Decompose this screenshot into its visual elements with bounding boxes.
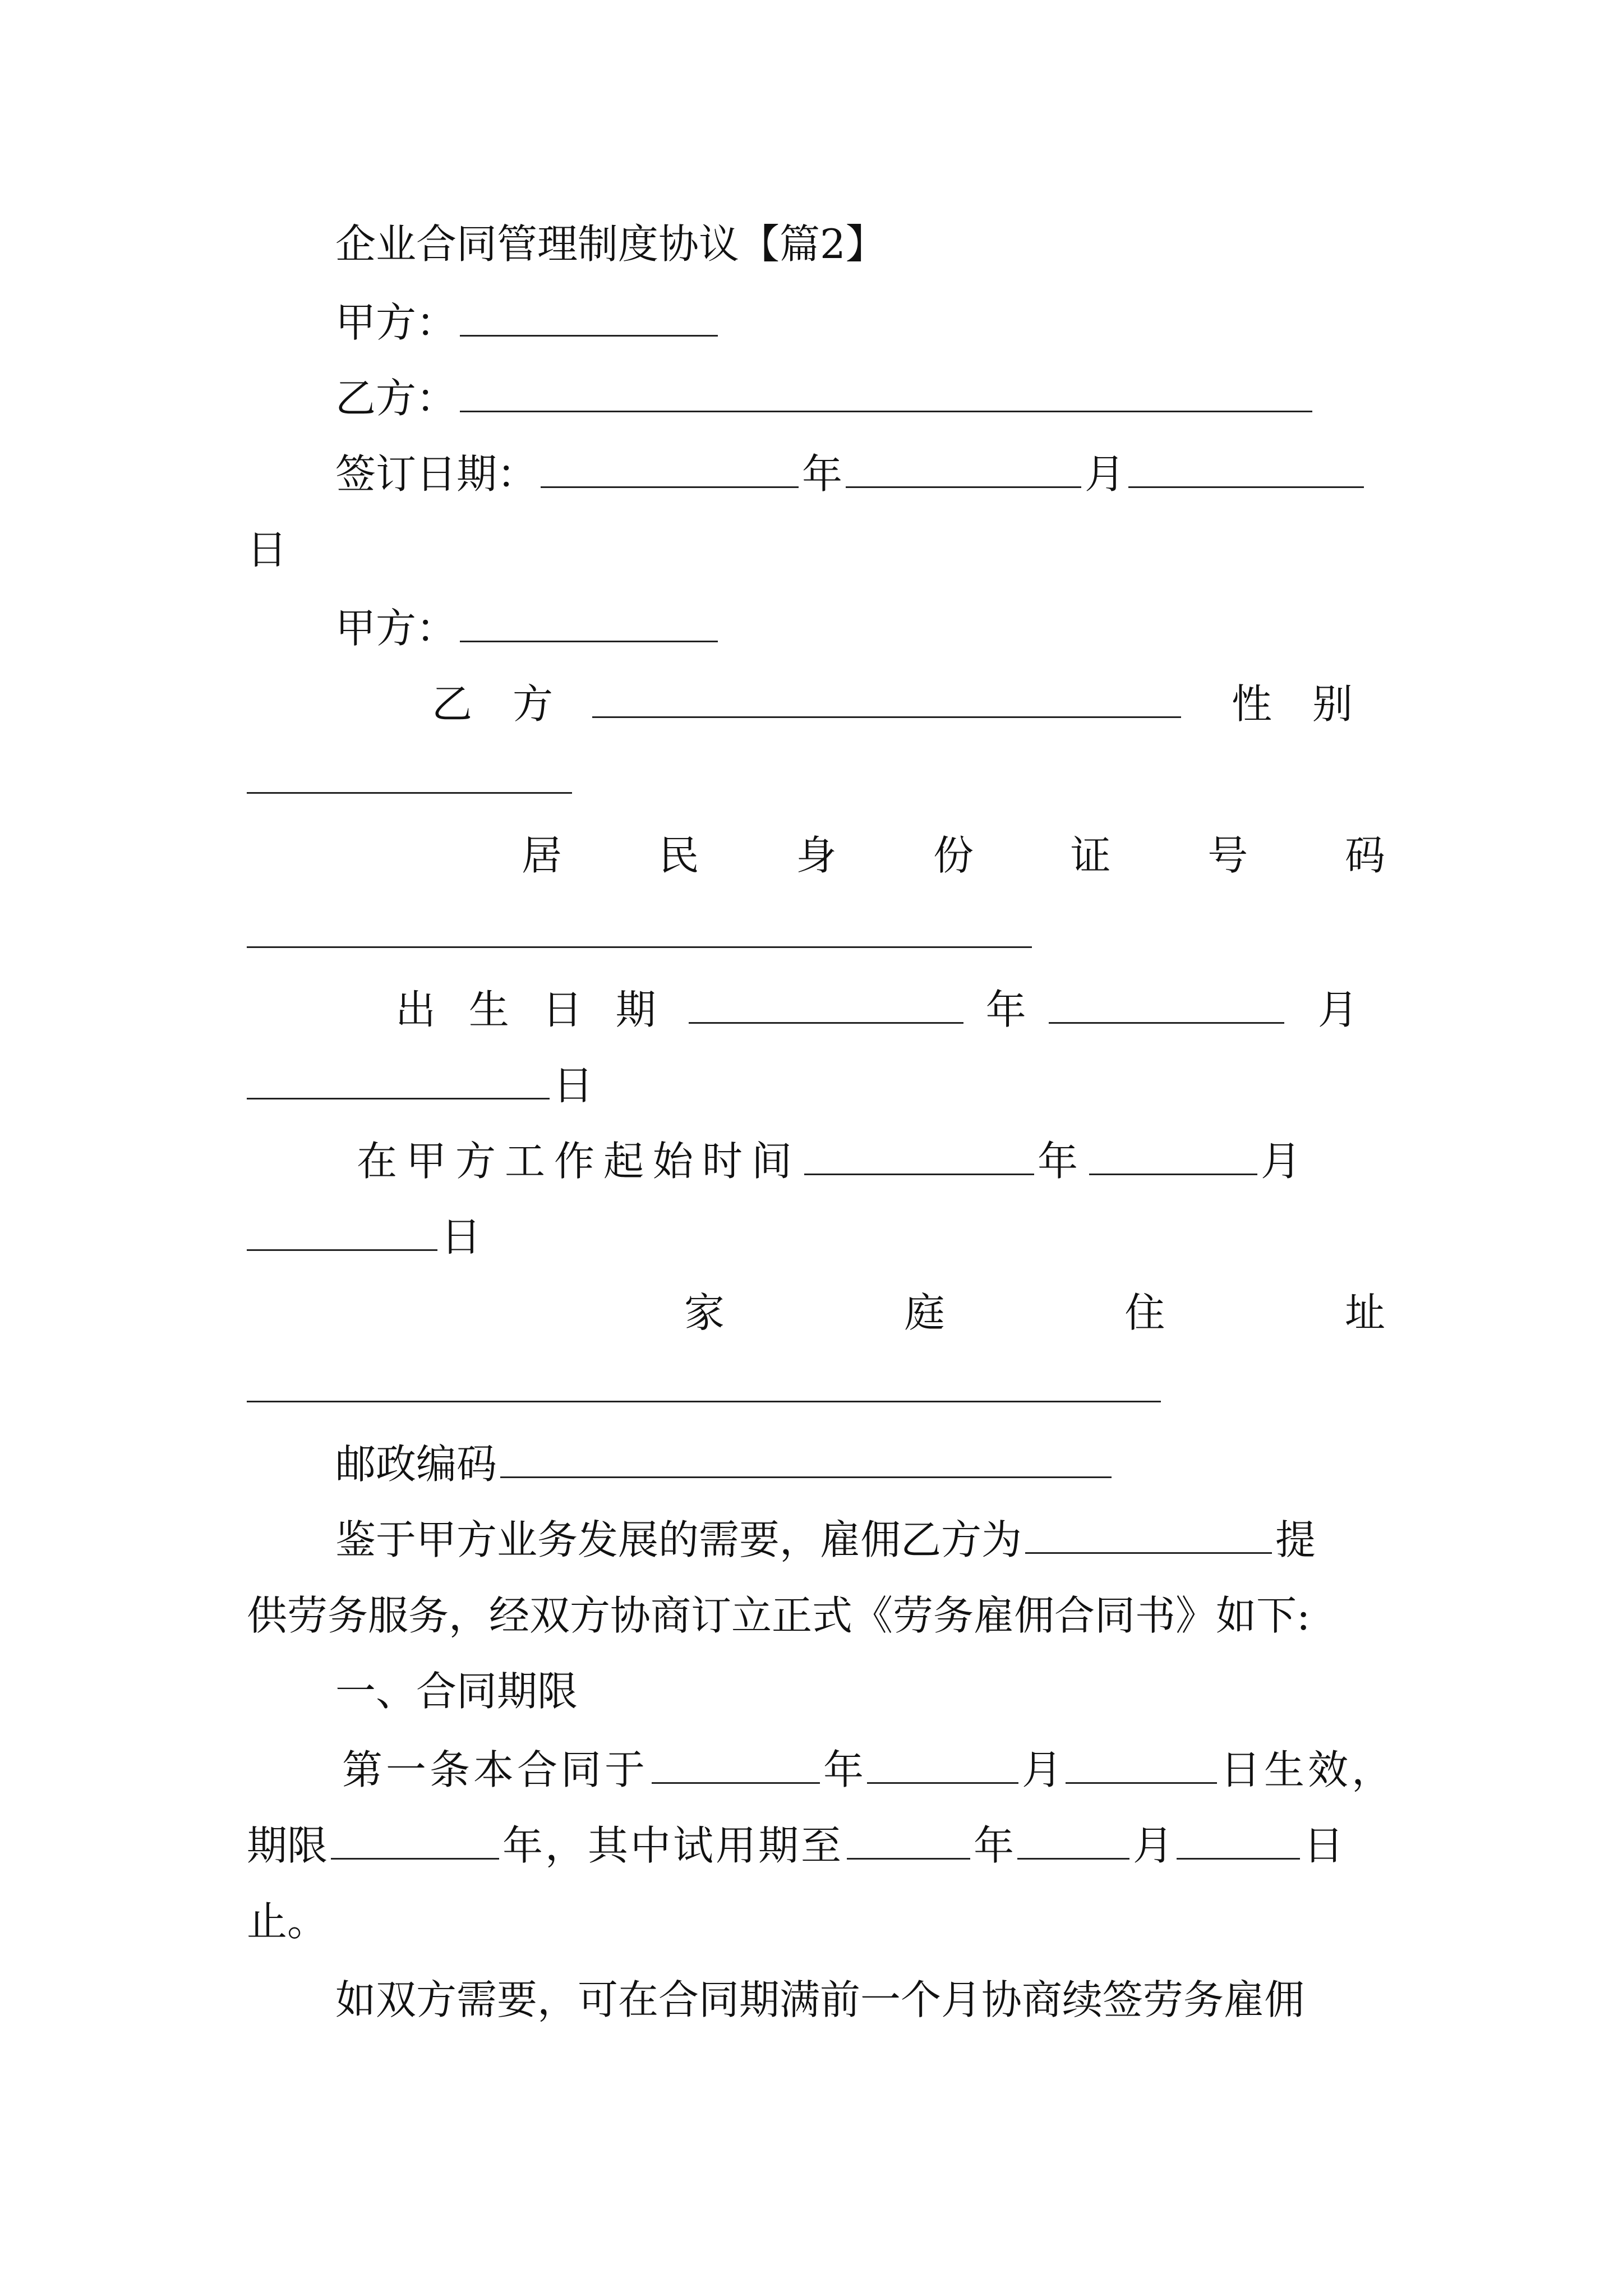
home-address-label: 家 庭 住 址 (684, 1289, 1385, 1336)
id-number-label: 居 民 身 份 证 号 码 (522, 832, 1385, 879)
gender-blank[interactable] (247, 757, 572, 794)
gender-blank-line (247, 749, 1385, 811)
article-1-line-1: 第一条本合同于 年 月 日生效， (342, 1746, 1396, 1793)
sign-date-day-line: 日 (247, 526, 288, 573)
paragraph-2-line-1: 如双方需要，可在合同期满前一个月协商续签劳务雇佣 (335, 1976, 1305, 2023)
work-start-day-blank[interactable] (247, 1214, 437, 1251)
birth-date-line: 出 生 日 期 年 月 (395, 986, 1358, 1033)
term-years-blank[interactable] (331, 1823, 499, 1860)
birth-day-line: 日 (247, 1055, 1385, 1116)
probation-year-blank[interactable] (847, 1823, 970, 1860)
effective-month-blank[interactable] (867, 1747, 1018, 1784)
sign-date-line: 签订日期： 年 月 (335, 443, 1385, 505)
work-start-month-blank[interactable] (1089, 1139, 1257, 1175)
sign-day-blank[interactable] (1128, 452, 1364, 488)
work-start-line: 在甲方工作起始时间 年 月 (357, 1138, 1302, 1185)
id-number-blank-line (247, 903, 1385, 965)
birth-year-blank[interactable] (689, 987, 963, 1024)
paragraph-1-line-1: 鉴于甲方业务发展的需要，雇佣乙方为 提 (335, 1516, 1316, 1563)
party-a-line: 甲方： (335, 292, 1385, 353)
party-b-gender-line: 乙 方 性 别 (432, 680, 1353, 728)
probation-month-blank[interactable] (1017, 1823, 1129, 1860)
effective-day-blank[interactable] (1066, 1747, 1217, 1784)
party-a-blank[interactable] (460, 300, 718, 337)
party-b-line: 乙方： (335, 367, 1385, 429)
service-type-blank[interactable] (1025, 1517, 1272, 1554)
home-address-blank-line (247, 1358, 1385, 1419)
id-number-blank[interactable] (247, 912, 1032, 948)
article-1-line-2: 期限 年，其中试用期至 年 月 日 (247, 1822, 1344, 1869)
birth-month-blank[interactable] (1049, 987, 1284, 1024)
document-title: 企业合同管理制度协议【篇2】 (335, 220, 886, 268)
section-1-heading: 一、合同期限 (335, 1668, 578, 1715)
party-b-name-blank[interactable] (592, 682, 1181, 718)
party-a-blank-2[interactable] (460, 606, 718, 642)
work-start-day-line: 日 (247, 1206, 1385, 1268)
article-1-line-3: 止。 (247, 1898, 328, 1945)
postcode-line: 邮政编码 (335, 1433, 1385, 1495)
sign-year-blank[interactable] (541, 452, 799, 488)
effective-year-blank[interactable] (652, 1747, 820, 1784)
work-start-year-blank[interactable] (804, 1139, 1034, 1175)
party-a-line-2: 甲方： (335, 597, 1385, 659)
postcode-blank[interactable] (500, 1442, 1112, 1478)
birth-day-blank[interactable] (247, 1063, 550, 1099)
sign-month-blank[interactable] (846, 452, 1081, 488)
party-b-blank[interactable] (460, 376, 1312, 412)
probation-day-blank[interactable] (1177, 1823, 1300, 1860)
paragraph-1-line-2: 供劳务服务，经双方协商订立正式《劳务雇佣合同书》如下: (247, 1592, 1311, 1639)
home-address-blank[interactable] (247, 1366, 1161, 1402)
